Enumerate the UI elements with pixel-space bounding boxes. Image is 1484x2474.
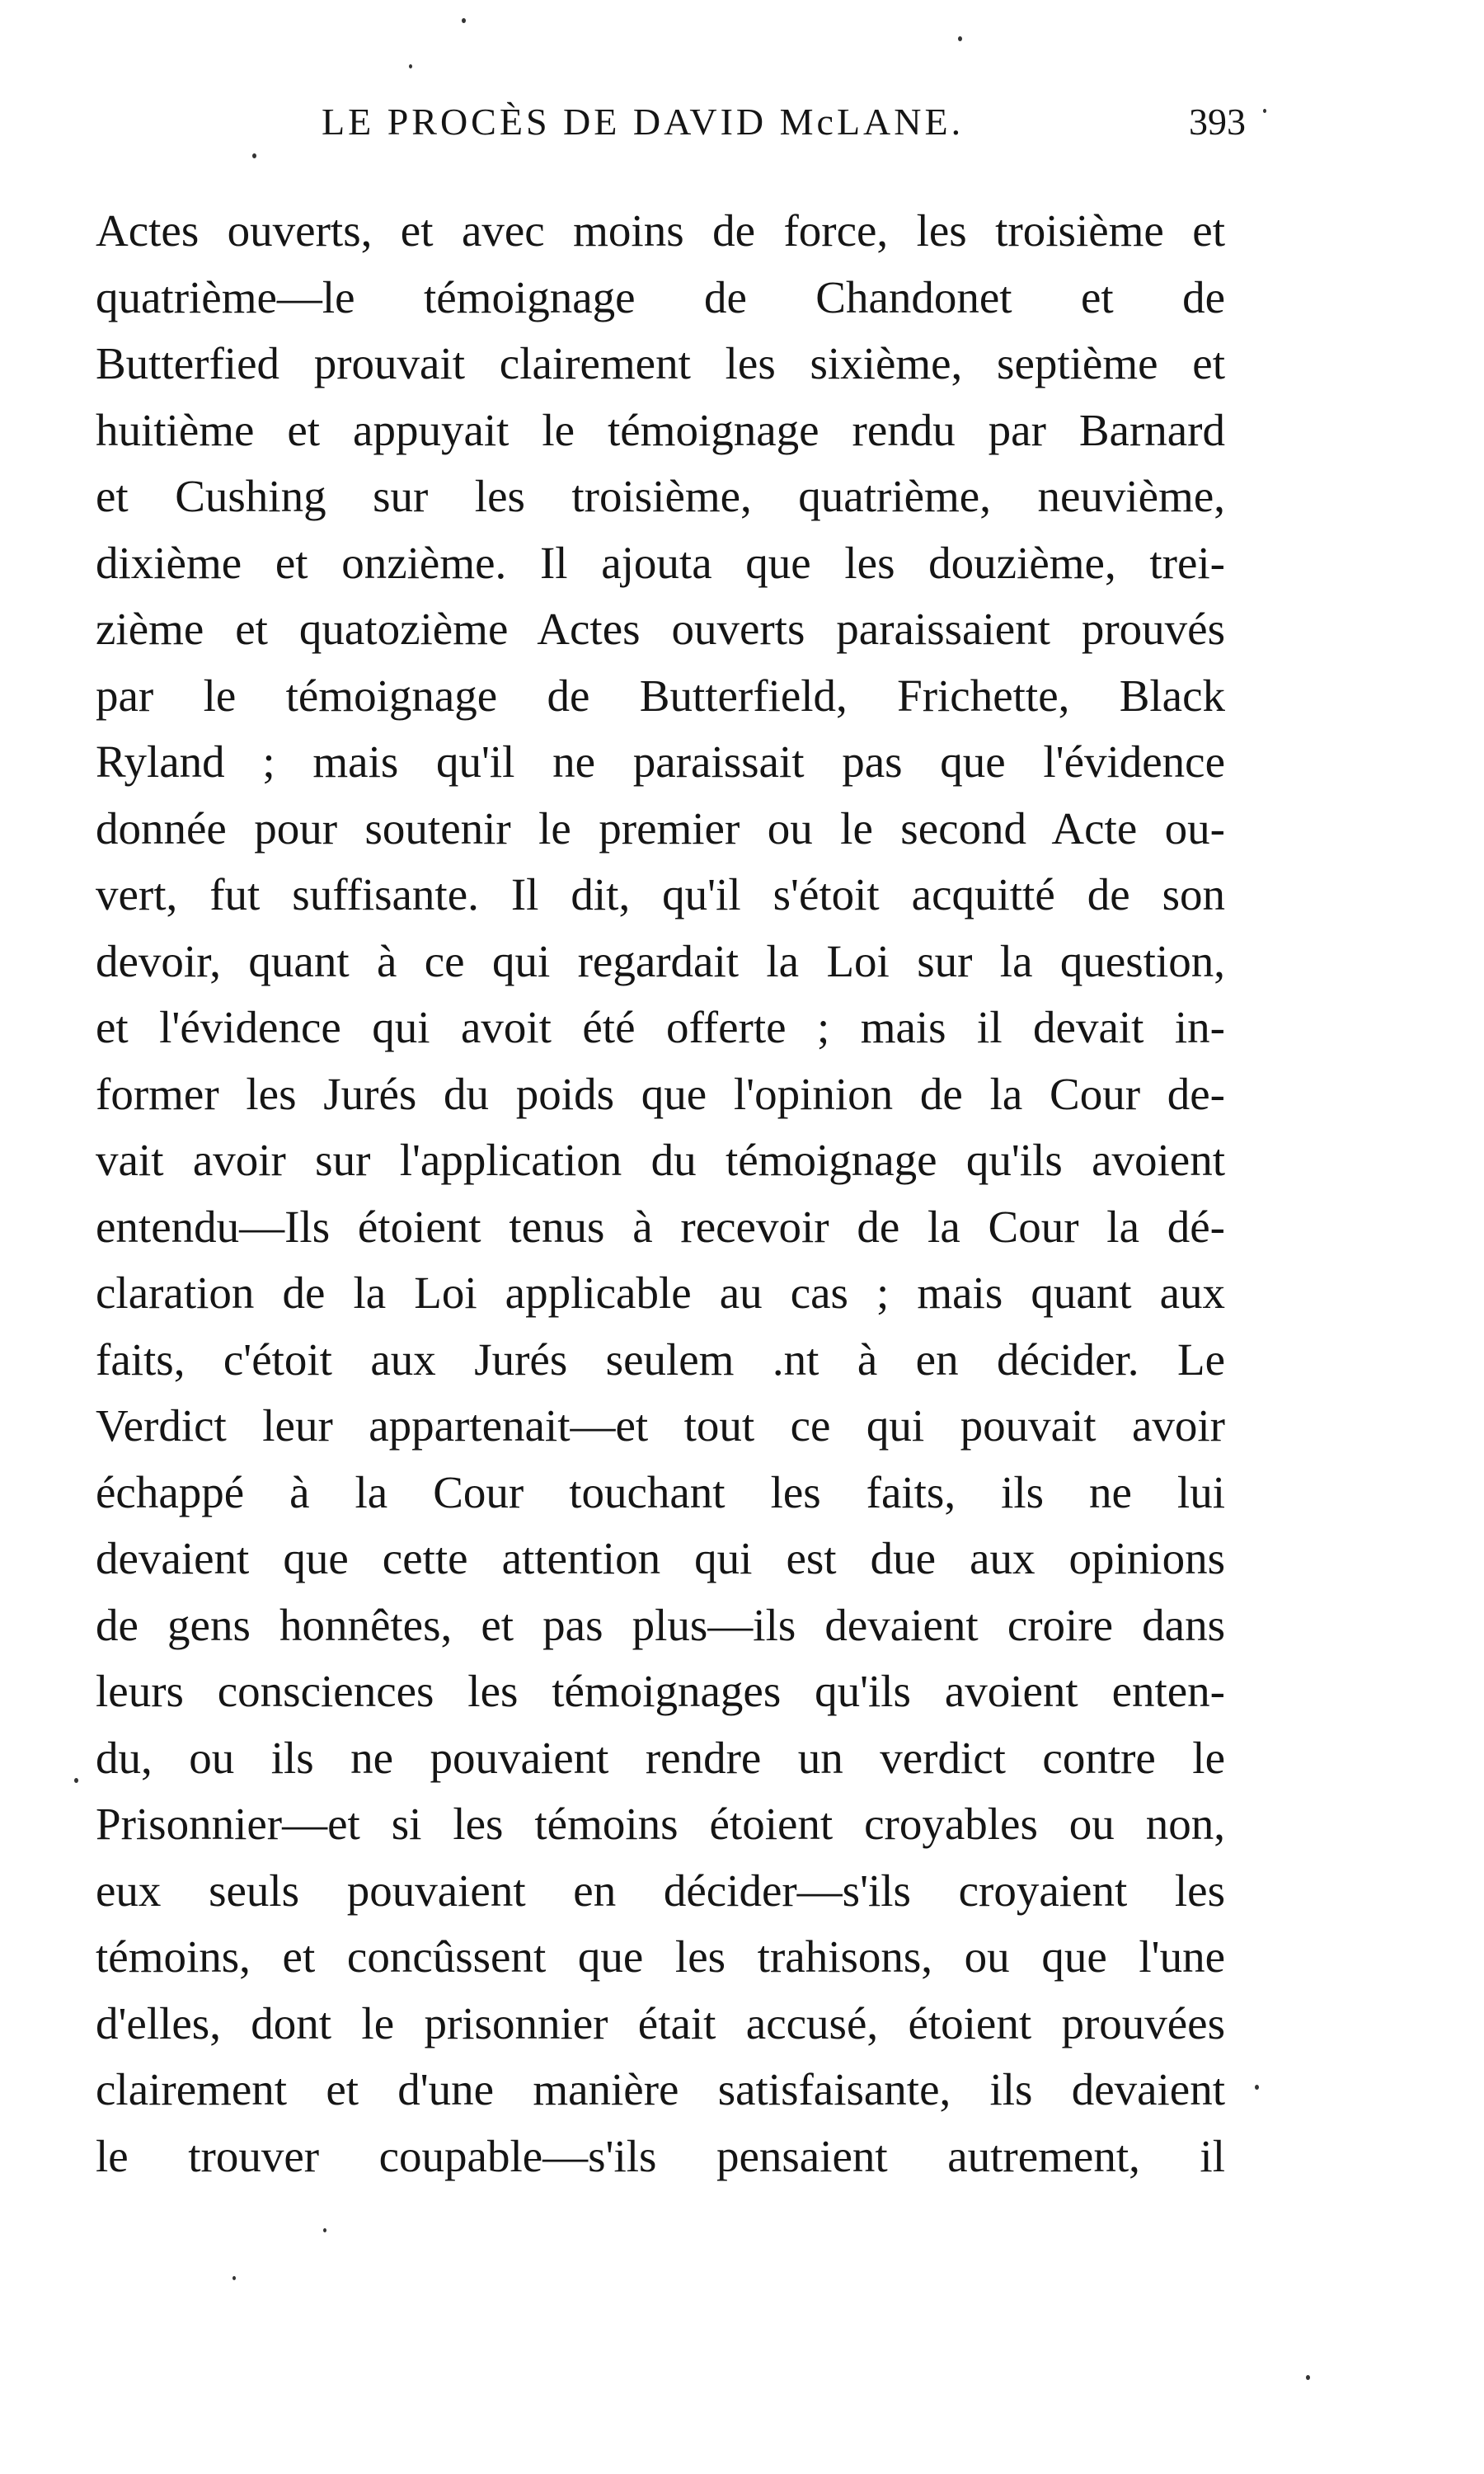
scan-speck <box>409 64 412 68</box>
text-line-18: faits, c'étoit aux Jurés seulem .nt à en décider. Le <box>96 1333 1225 1385</box>
text-line-20: échappé à la Cour touchant les faits, ils ne lui <box>96 1466 1225 1517</box>
text-line-14: former les Jurés du poids que l'opinion de la Cour de- <box>96 1068 1225 1119</box>
scan-speck <box>232 2276 236 2280</box>
scan-speck <box>1263 109 1266 113</box>
text-line-25: Prisonnier—et si les témoins étoient croyables ou non, <box>96 1799 1225 1849</box>
scan-speck <box>252 153 256 158</box>
text-line-23: leurs consciences les témoignages qu'ils avoient enten- <box>96 1666 1225 1716</box>
text-line-3: Butterfied prouvait clairement les sixième, septième et <box>96 338 1225 388</box>
text-line-30: le trouver coupable—s'ils pensaient autrement, il <box>96 2130 1225 2181</box>
text-line-11: vert, fut suffisante. Il dit, qu'il s'étoit acquitté de son <box>96 869 1225 920</box>
text-line-4: huitième et appuyait le témoignage rendu par Barnard <box>96 404 1225 455</box>
text-line-22: de gens honnêtes, et pas plus—ils devaient croire dans <box>96 1599 1225 1650</box>
text-line-29: clairement et d'une manière satisfaisante, ils devaient <box>96 2064 1225 2114</box>
text-line-16: entendu—Ils étoient tenus à recevoir de la Cour la dé- <box>96 1201 1225 1252</box>
text-line-7: zième et quatozième Actes ouverts paraissaient prouvés <box>96 604 1225 654</box>
scan-speck <box>1306 2375 1310 2380</box>
scan-speck <box>74 1778 78 1783</box>
text-line-13: et l'évidence qui avoit été offerte ; mais il devait in- <box>96 1002 1225 1052</box>
scan-speck <box>1255 2085 1259 2090</box>
text-line-10: donnée pour soutenir le premier ou le second Acte ou- <box>96 802 1225 854</box>
body-text <box>96 198 1225 2189</box>
page-number: 393 <box>1189 101 1246 143</box>
text-line-15: vait avoir sur l'application du témoignage qu'ils avoient <box>96 1135 1225 1185</box>
scan-speck <box>958 36 962 41</box>
text-line-12: devoir, quant à ce qui regardait la Loi sur la question, <box>96 935 1225 986</box>
running-title: LE PROCÈS DE DAVID McLANE. <box>322 101 965 143</box>
text-line-1: Actes ouverts, et avec moins de force, les troisième et <box>96 205 1225 256</box>
text-line-19: Verdict leur appartenait—et tout ce qui pouvait avoir <box>96 1400 1225 1451</box>
text-line-21: devaient que cette attention qui est due aux opinions <box>96 1533 1225 1583</box>
text-line-28: d'elles, dont le prisonnier était accusé, étoient prouvées <box>96 1997 1225 2048</box>
text-line-8: par le témoignage de Butterfield, Frichette, Black <box>96 670 1225 721</box>
scan-speck <box>323 2228 326 2232</box>
text-line-26: eux seuls pouvaient en décider—s'ils croyaient les <box>96 1865 1225 1916</box>
text-line-2: quatrième—le témoignage de Chandonet et de <box>96 271 1225 322</box>
text-line-24: du, ou ils ne pouvaient rendre un verdict contre le <box>96 1732 1225 1783</box>
scan-speck <box>462 18 466 23</box>
text-line-17: claration de la Loi applicable au cas ; mais quant aux <box>96 1268 1225 1318</box>
text-line-27: témoins, et concûssent que les trahisons, ou que l'une <box>96 1931 1225 1982</box>
text-line-9: Ryland ; mais qu'il ne paraissait pas que l'évidence <box>96 736 1225 787</box>
text-line-6: dixième et onzième. Il ajouta que les douzième, trei- <box>96 537 1225 588</box>
text-line-5: et Cushing sur les troisième, quatrième, neuvième, <box>96 471 1225 521</box>
running-head <box>0 97 1484 155</box>
